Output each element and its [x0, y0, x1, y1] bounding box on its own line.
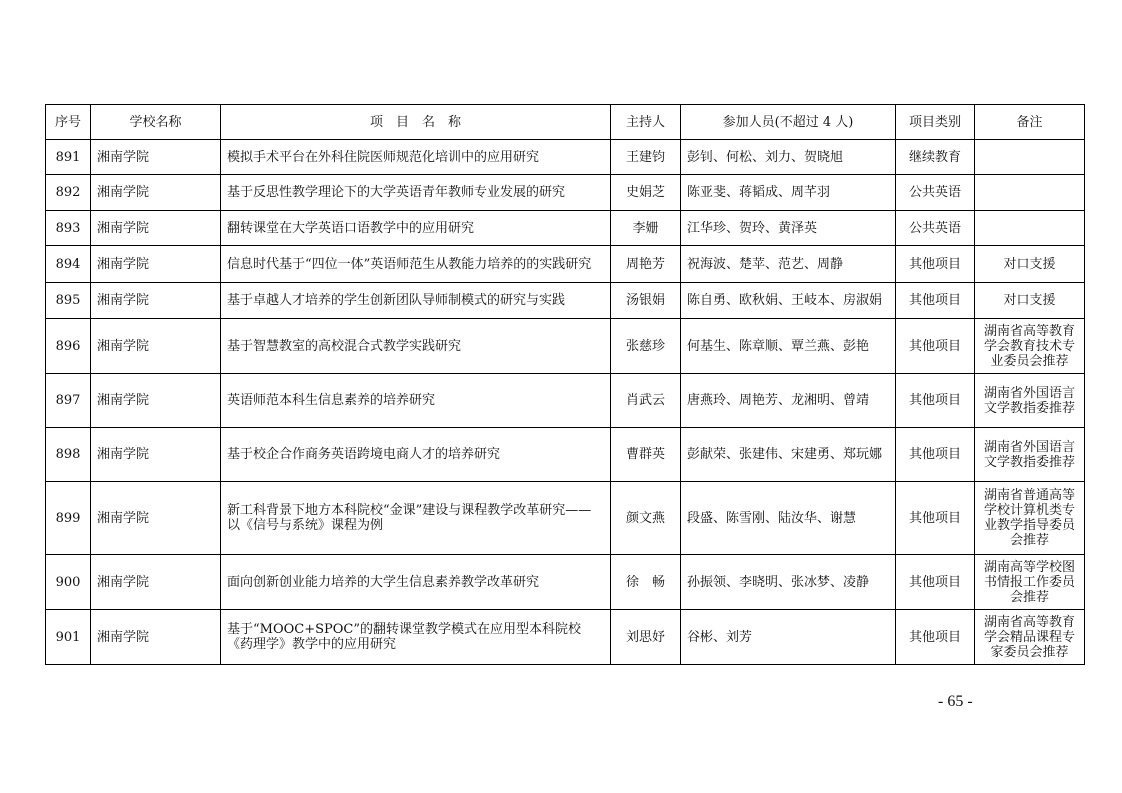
table-row [46, 482, 1085, 555]
cell-type: 公共英语 [896, 175, 975, 211]
cell-note [975, 140, 1085, 175]
cell-project: 基于智慧教室的高校混合式教学实践研究 [221, 319, 611, 374]
cell-no: 895 [46, 283, 91, 319]
cell-no: 892 [46, 175, 91, 211]
cell-host: 史娟芝 [611, 175, 681, 211]
table-row [46, 140, 1085, 175]
cell-host: 周艳芳 [611, 246, 681, 283]
table-header-row [46, 105, 1085, 140]
cell-members: 彭献荣、张建伟、宋建勇、郑玩娜 [681, 428, 896, 482]
cell-host: 肖武云 [611, 374, 681, 428]
cell-school: 湘南学院 [91, 319, 221, 374]
project-table [45, 104, 1085, 665]
cell-host: 刘思妤 [611, 610, 681, 665]
cell-type: 其他项目 [896, 555, 975, 610]
cell-school: 湘南学院 [91, 246, 221, 283]
cell-project: 基于校企合作商务英语跨境电商人才的培养研究 [221, 428, 611, 482]
cell-members: 孙振领、李晓明、张冰梦、凌静 [681, 555, 896, 610]
cell-host: 李姗 [611, 211, 681, 246]
cell-note: 湖南省高等教育学会教育技术专业委员会推荐 [975, 319, 1085, 374]
table-row [46, 610, 1085, 665]
cell-type: 其他项目 [896, 283, 975, 319]
header-no: 序号 [46, 105, 91, 140]
cell-members: 谷彬、刘芳 [681, 610, 896, 665]
cell-project: 基于卓越人才培养的学生创新团队导师制模式的研究与实践 [221, 283, 611, 319]
cell-type: 其他项目 [896, 610, 975, 665]
cell-school: 湘南学院 [91, 140, 221, 175]
cell-project: 翻转课堂在大学英语口语教学中的应用研究 [221, 211, 611, 246]
cell-note: 湖南高等学校图书情报工作委员会推荐 [975, 555, 1085, 610]
cell-no: 900 [46, 555, 91, 610]
cell-no: 893 [46, 211, 91, 246]
cell-school: 湘南学院 [91, 482, 221, 555]
header-host: 主持人 [611, 105, 681, 140]
cell-school: 湘南学院 [91, 555, 221, 610]
cell-type: 公共英语 [896, 211, 975, 246]
cell-project: 英语师范本科生信息素养的培养研究 [221, 374, 611, 428]
cell-no: 891 [46, 140, 91, 175]
cell-note: 湖南省外国语言文学教指委推荐 [975, 428, 1085, 482]
cell-no: 897 [46, 374, 91, 428]
table-row [46, 555, 1085, 610]
cell-no: 899 [46, 482, 91, 555]
cell-host: 徐 畅 [611, 555, 681, 610]
table-row [46, 211, 1085, 246]
cell-note [975, 211, 1085, 246]
cell-type: 继续教育 [896, 140, 975, 175]
cell-members: 段盛、陈雪刚、陆汝华、谢慧 [681, 482, 896, 555]
header-project: 项 目 名 称 [221, 105, 611, 140]
table-row [46, 175, 1085, 211]
header-note: 备注 [975, 105, 1085, 140]
cell-no: 894 [46, 246, 91, 283]
cell-project: 面向创新创业能力培养的大学生信息素养教学改革研究 [221, 555, 611, 610]
cell-host: 王建钧 [611, 140, 681, 175]
cell-host: 汤银娟 [611, 283, 681, 319]
cell-note [975, 175, 1085, 211]
table-row [46, 246, 1085, 283]
cell-host: 张慈珍 [611, 319, 681, 374]
table-row [46, 319, 1085, 374]
header-members: 参加人员(不超过 4 人) [681, 105, 896, 140]
table-row [46, 428, 1085, 482]
table-row [46, 374, 1085, 428]
cell-project: 基于“MOOC+SPOC”的翻转课堂教学模式在应用型本科院校《药理学》教学中的应用研究 [221, 610, 611, 665]
header-type: 项目类别 [896, 105, 975, 140]
cell-no: 901 [46, 610, 91, 665]
cell-type: 其他项目 [896, 374, 975, 428]
cell-note: 湖南省普通高等学校计算机类专业教学指导委员会推荐 [975, 482, 1085, 555]
cell-host: 曹群英 [611, 428, 681, 482]
cell-school: 湘南学院 [91, 175, 221, 211]
cell-project: 新工科背景下地方本科院校“金课”建设与课程教学改革研究——以《信号与系统》课程为例 [221, 482, 611, 555]
cell-note: 对口支援 [975, 283, 1085, 319]
cell-project: 基于反思性教学理论下的大学英语青年教师专业发展的研究 [221, 175, 611, 211]
cell-members: 陈亚斐、蒋韬成、周芊羽 [681, 175, 896, 211]
cell-type: 其他项目 [896, 246, 975, 283]
cell-note: 湖南省高等教育学会精品课程专家委员会推荐 [975, 610, 1085, 665]
cell-project: 信息时代基于“四位一体”英语师范生从教能力培养的的实践研究 [221, 246, 611, 283]
page-number: - 65 - [938, 693, 973, 710]
cell-no: 898 [46, 428, 91, 482]
header-school: 学校名称 [91, 105, 221, 140]
cell-note: 湖南省外国语言文学教指委推荐 [975, 374, 1085, 428]
cell-no: 896 [46, 319, 91, 374]
table-row [46, 283, 1085, 319]
cell-host: 颜文燕 [611, 482, 681, 555]
cell-school: 湘南学院 [91, 211, 221, 246]
cell-school: 湘南学院 [91, 283, 221, 319]
cell-members: 唐燕玲、周艳芳、龙湘明、曾靖 [681, 374, 896, 428]
cell-type: 其他项目 [896, 428, 975, 482]
cell-members: 陈自勇、欧秋娟、王岐本、房淑娟 [681, 283, 896, 319]
cell-school: 湘南学院 [91, 374, 221, 428]
cell-school: 湘南学院 [91, 428, 221, 482]
cell-school: 湘南学院 [91, 610, 221, 665]
cell-members: 彭钊、何松、刘力、贺晓旭 [681, 140, 896, 175]
cell-members: 何基生、陈章顺、覃兰燕、彭艳 [681, 319, 896, 374]
cell-project: 模拟手术平台在外科住院医师规范化培训中的应用研究 [221, 140, 611, 175]
cell-note: 对口支援 [975, 246, 1085, 283]
cell-members: 江华珍、贺玲、黄泽英 [681, 211, 896, 246]
cell-members: 祝海波、楚苹、范艺、周静 [681, 246, 896, 283]
cell-type: 其他项目 [896, 319, 975, 374]
cell-type: 其他项目 [896, 482, 975, 555]
